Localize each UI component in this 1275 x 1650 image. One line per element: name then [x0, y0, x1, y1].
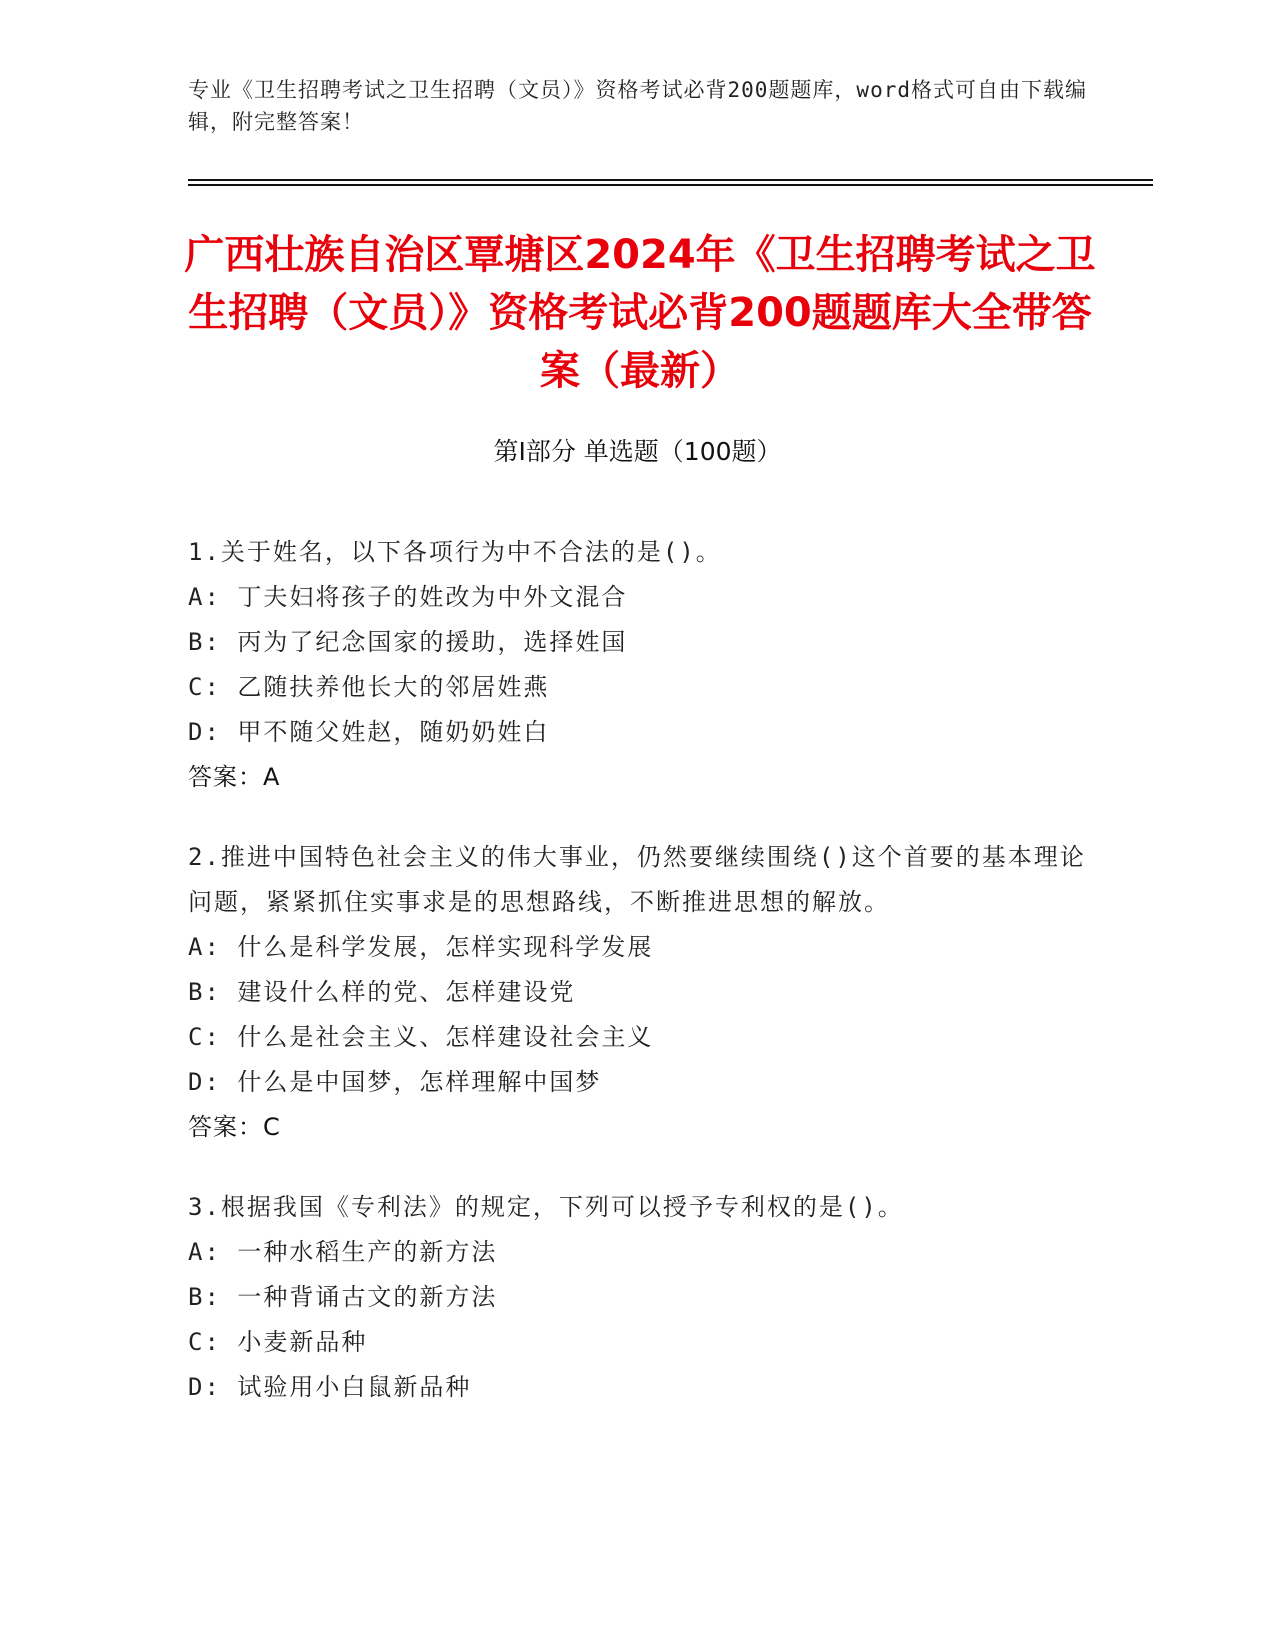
- header-divider-thick: [188, 184, 1153, 186]
- option-c: C: 小麦新品种: [188, 1328, 368, 1356]
- question-stem: 3.根据我国《专利法》的规定，下列可以授予专利权的是()。: [188, 1193, 904, 1221]
- option-d: D: 什么是中国梦，怎样理解中国梦: [188, 1068, 602, 1096]
- option-d: D: 甲不随父姓赵，随奶奶姓白: [188, 718, 550, 746]
- option-a: A: 什么是科学发展，怎样实现科学发展: [188, 933, 654, 961]
- question-item: [188, 530, 1088, 800]
- option-a: A: 一种水稻生产的新方法: [188, 1238, 498, 1266]
- answer-line: 答案：A: [188, 763, 281, 791]
- question-item: [188, 835, 1088, 1150]
- option-d: D: 试验用小白鼠新品种: [188, 1373, 472, 1401]
- header-note: 专业《卫生招聘考试之卫生招聘（文员）》资格考试必背200题题库，word格式可自由下载编辑，附完整答案！: [188, 78, 1087, 134]
- option-b: B: 一种背诵古文的新方法: [188, 1283, 498, 1311]
- question-stem: 1.关于姓名，以下各项行为中不合法的是()。: [188, 538, 722, 566]
- document-title: 广西壮族自治区覃塘区2024年《卫生招聘考试之卫生招聘（文员）》资格考试必背200题题库大全带答案（最新）: [184, 232, 1096, 394]
- option-b: B: 建设什么样的党、怎样建设党: [188, 978, 576, 1006]
- question-stem: 2.推进中国特色社会主义的伟大事业，仍然要继续围绕()这个首要的基本理论问题，紧紧抓住实事求是的思想路线，不断推进思想的解放。: [188, 843, 1086, 916]
- option-a: A: 丁夫妇将孩子的姓改为中外文混合: [188, 583, 628, 611]
- question-list: [188, 530, 1088, 1445]
- section-heading: 第Ⅰ部分 单选题（100题）: [493, 437, 782, 466]
- question-item: [188, 1185, 1088, 1410]
- header-divider-thin: [188, 179, 1153, 181]
- option-c: C: 乙随扶养他长大的邻居姓燕: [188, 673, 550, 701]
- option-b: B: 丙为了纪念国家的援助，选择姓国: [188, 628, 628, 656]
- answer-line: 答案：C: [188, 1113, 281, 1141]
- option-c: C: 什么是社会主义、怎样建设社会主义: [188, 1023, 654, 1051]
